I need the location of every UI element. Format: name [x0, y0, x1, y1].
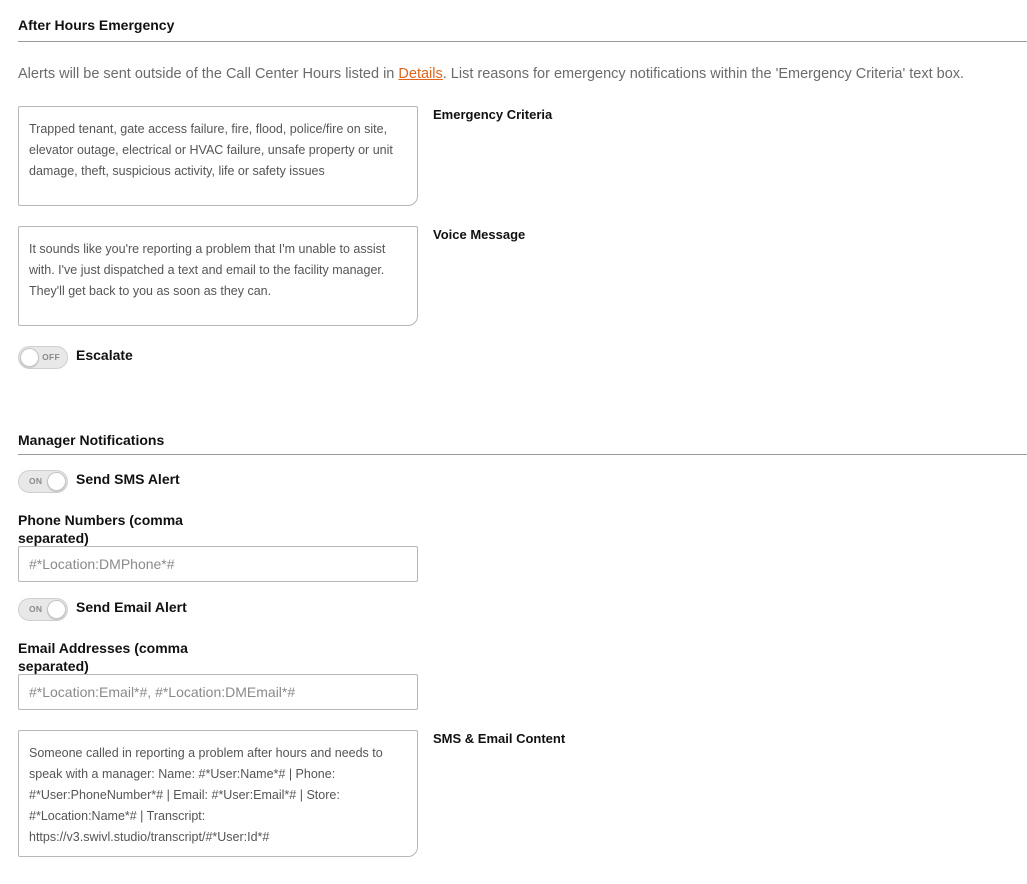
- sms-email-content-label: SMS & Email Content: [433, 731, 566, 746]
- escalate-label: Escalate: [76, 347, 133, 363]
- section-divider: [18, 454, 1027, 455]
- escalate-toggle[interactable]: [18, 346, 68, 369]
- email-alert-label: Send Email Alert: [76, 599, 187, 615]
- email-alert-toggle-state: ON: [29, 604, 43, 614]
- after-hours-description: [18, 66, 964, 82]
- email-addresses-label: Email Addresses (comma separated): [18, 640, 188, 674]
- emergency-criteria-textarea[interactable]: [18, 106, 418, 206]
- email-alert-toggle[interactable]: [18, 598, 68, 621]
- sms-alert-toggle-state: ON: [29, 476, 43, 486]
- email-addresses-input[interactable]: [18, 674, 418, 710]
- sms-alert-toggle[interactable]: [18, 470, 68, 493]
- section-divider: [18, 41, 1027, 42]
- toggle-knob: [47, 472, 66, 491]
- after-hours-section-title: After Hours Emergency: [18, 17, 175, 33]
- emergency-criteria-label: Emergency Criteria: [433, 107, 553, 122]
- details-link[interactable]: Details: [398, 66, 443, 82]
- escalate-toggle-state: OFF: [42, 352, 60, 362]
- phone-numbers-input[interactable]: [18, 546, 418, 582]
- description-text-start: Alerts will be sent outside of the Call Center Hours listed in: [18, 66, 399, 82]
- sms-alert-label: Send SMS Alert: [76, 471, 180, 487]
- voice-message-textarea[interactable]: [18, 226, 418, 326]
- phone-numbers-label: Phone Numbers (comma separated): [18, 512, 183, 546]
- manager-notifications-title: Manager Notifications: [18, 432, 165, 448]
- voice-message-label: Voice Message: [433, 227, 526, 242]
- sms-email-content-textarea[interactable]: [18, 730, 418, 857]
- toggle-knob: [20, 348, 39, 367]
- toggle-knob: [47, 600, 66, 619]
- description-text-end: . List reasons for emergency notifications within the 'Emergency Criteria' text box.: [442, 66, 965, 82]
